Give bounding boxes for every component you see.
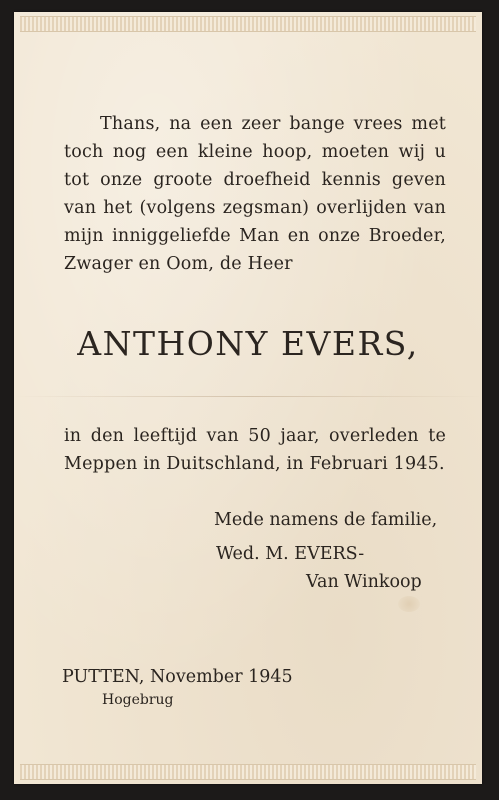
signature-mede: Mede namens de familie, bbox=[214, 510, 438, 530]
paper-stain bbox=[398, 596, 420, 612]
place-date: PUTTEN, November 1945 bbox=[62, 667, 293, 687]
deceased-name: ANTHONY EVERS, bbox=[77, 324, 419, 363]
signature-name-line2: Van Winkoop bbox=[306, 572, 422, 592]
decorative-border-bottom bbox=[20, 764, 476, 780]
intro-paragraph: Thans, na een zeer bange vrees met toch nog een kleine hoop, moeten wij u tot onze groote droefheid kennis geven van het (volgens zegsman) overlijden van mijn inniggeliefde Man en onze Broeder, Zwager en Oom, de Heer bbox=[64, 114, 446, 274]
mourning-card bbox=[14, 12, 482, 784]
signature-name-line1: Wed. M. EVERS- bbox=[216, 544, 365, 564]
details-paragraph: in den leeftijd van 50 jaar, overleden te Meppen in Duitschland, in Februari 1945. bbox=[64, 426, 446, 474]
address: Hogebrug bbox=[102, 692, 174, 708]
fold-line bbox=[14, 396, 482, 397]
decorative-border-top bbox=[20, 16, 476, 32]
